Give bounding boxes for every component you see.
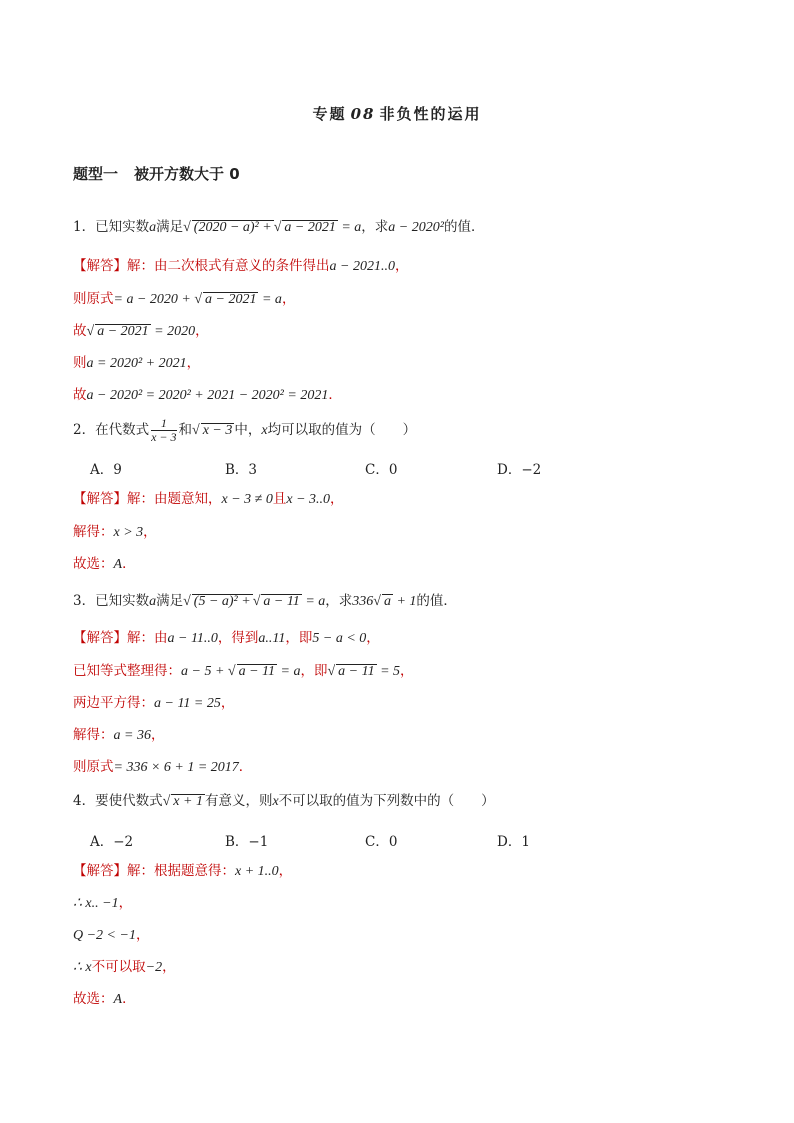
q4-answer-line-1: 【解答】解：根据题意得：x + 1..0， bbox=[73, 863, 293, 879]
q2-answer-line-1: 【解答】解：由题意知，x − 3 ≠ 0且x − 3..0， bbox=[73, 491, 344, 507]
q1-stem: 1．已知实数a满足√ (2020 − a)² +√ a − 2021 = a，求a − 2020²的值． bbox=[73, 219, 485, 235]
q4-answer-line-4: ∴ x不可以取−2， bbox=[73, 959, 176, 975]
page-title: 专题 08 非负性的运用 bbox=[312, 105, 482, 123]
section-title: 被开方数大于 0 bbox=[134, 165, 240, 183]
q3-answer-line-3: 两边平方得：a − 11 = 25， bbox=[73, 695, 235, 711]
q2-option-a: A．9 bbox=[90, 462, 122, 478]
q1-answer-line-1: 【解答】解：由二次根式有意义的条件得出a − 2021..0， bbox=[73, 258, 409, 274]
q3-answer-line-4: 解得：a = 36， bbox=[73, 727, 165, 743]
q1-answer-line-3: 故√ a − 2021 = 2020， bbox=[73, 323, 209, 339]
q4-option-c: C．0 bbox=[365, 834, 398, 850]
q2-option-b: B．3 bbox=[225, 462, 258, 478]
q3-stem: 3．已知实数a满足√ (5 − a)² +√ a − 11 = a，求336√ a + 1的值． bbox=[73, 593, 457, 609]
q3-answer-line-5: 则原式= 336 × 6 + 1 = 2017． bbox=[73, 759, 253, 775]
section-tag: 题型一 bbox=[73, 165, 119, 183]
q4-answer-line-3: Q −2 < −1， bbox=[73, 927, 150, 943]
q4-stem: 4．要使代数式√ x + 1 有意义，则x不可以取的值为下列数中的（ ） bbox=[73, 793, 495, 809]
q4-option-b: B．−1 bbox=[225, 834, 269, 850]
q4-option-a: A．−2 bbox=[90, 834, 134, 850]
section-heading bbox=[73, 163, 240, 184]
q2-option-d: D．−2 bbox=[497, 462, 542, 478]
q4-answer-line-2: ∴ x.. −1， bbox=[73, 895, 133, 911]
q1-answer-line-5: 故a − 2020² = 2020² + 2021 − 2020² = 2021． bbox=[73, 387, 342, 403]
q2-option-c: C．0 bbox=[365, 462, 398, 478]
q1-answer-line-4: 则a = 2020² + 2021， bbox=[73, 355, 201, 371]
q4-option-d: D．1 bbox=[497, 834, 530, 850]
q2-answer-line-2: 解得：x > 3， bbox=[73, 524, 157, 540]
q2-stem: 2．在代数式 $\frac{1}{x - 3}$ 和√ x − 3 中，x均可以取的值为（ ） bbox=[73, 416, 417, 444]
q1-answer-line-2: 则原式= a − 2020 + √ a − 2021 = a， bbox=[73, 291, 296, 307]
q3-answer-line-2: 已知等式整理得：a − 5 + √ a − 11 = a，即√ a − 11 = 5， bbox=[73, 663, 414, 679]
q4-answer-line-5: 故选：A． bbox=[73, 991, 136, 1007]
q2-answer-line-3: 故选：A． bbox=[73, 556, 136, 572]
q3-answer-line-1: 【解答】解：由a − 11..0，得到a..11，即5 − a < 0， bbox=[73, 630, 380, 646]
